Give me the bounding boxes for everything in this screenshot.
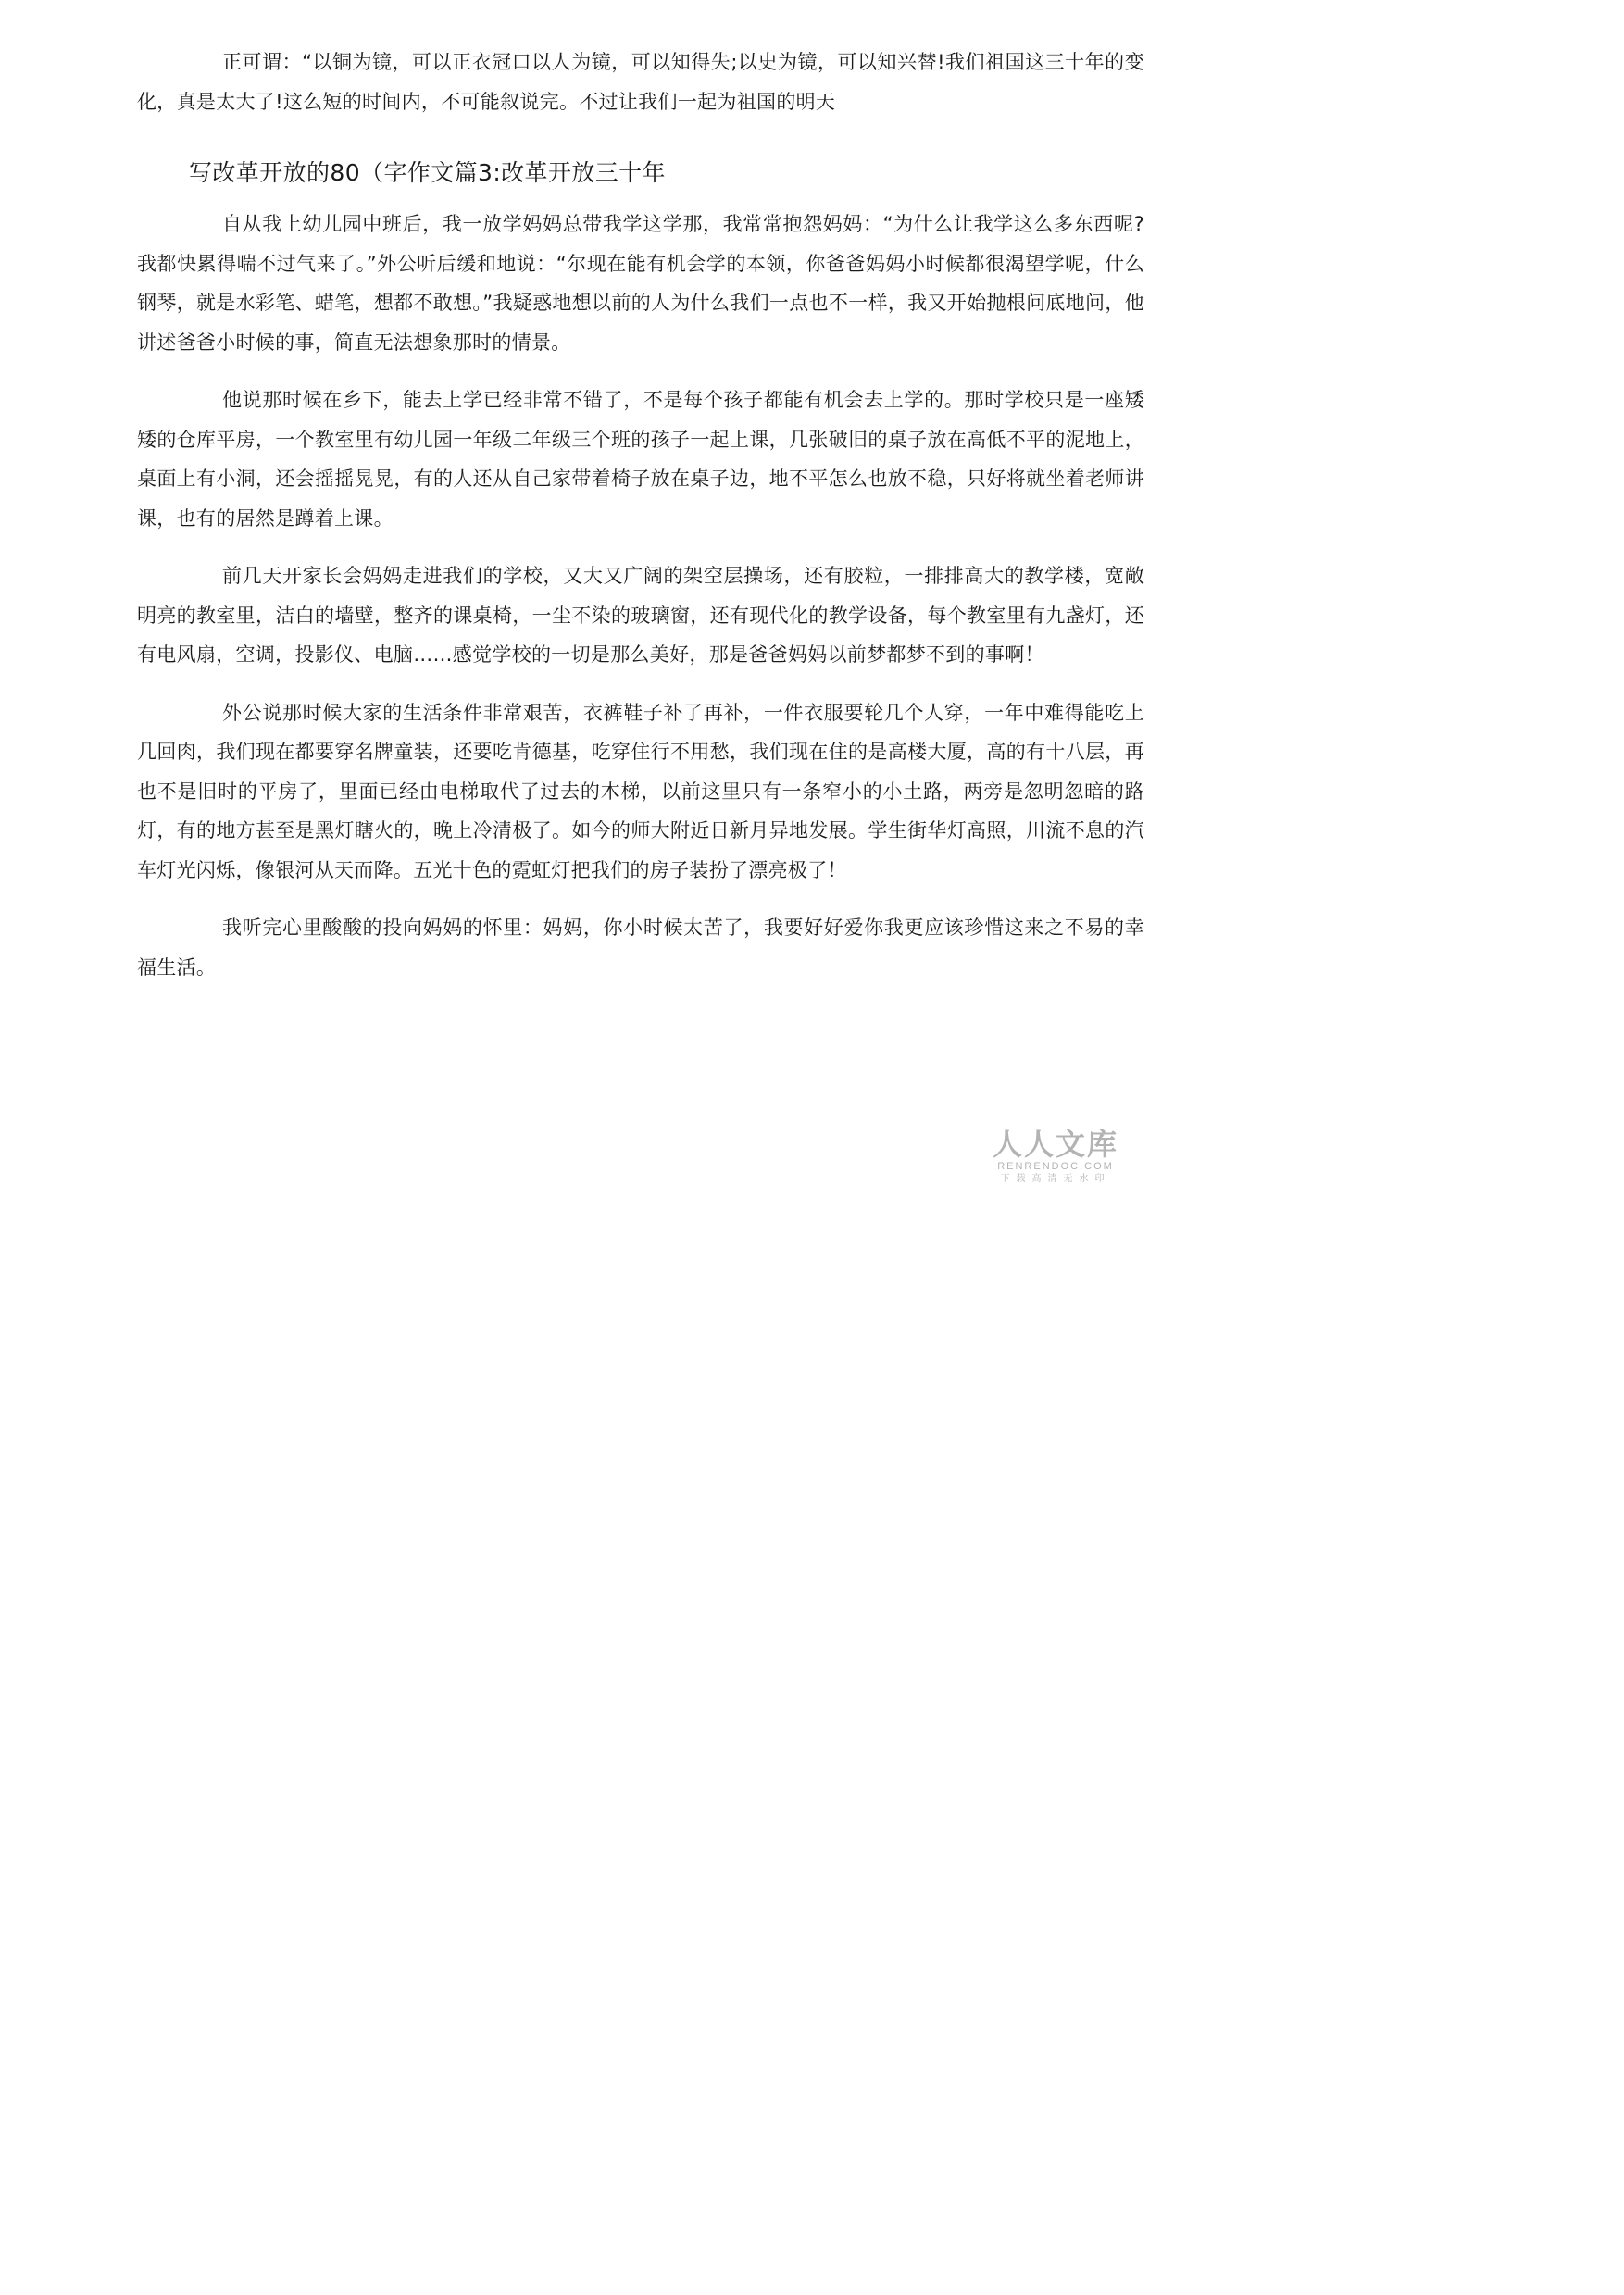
intro-paragraph: 正可谓：“以铜为镜，可以正衣冠口以人为镜，可以知得失;以史为镜，可以知兴替!我们祖国这三十年的变化，真是太大了!这么短的时间内，不可能叙说完。不过让我们一起为祖国的明天 — [137, 51, 1144, 113]
watermark-domain: RENRENDOC.COM — [997, 1161, 1114, 1172]
watermark-logo — [991, 1128, 1120, 1185]
document-body — [137, 43, 1144, 1005]
body-paragraph-5: 我听完心里酸酸的投向妈妈的怀里：妈妈，你小时候太苦了，我要好好爱你我更应该珍惜这来之不易的幸福生活。 — [137, 917, 1144, 979]
body-paragraph-4: 外公说那时候大家的生活条件非常艰苦，衣裤鞋子补了再补，一件衣服要轮几个人穿，一年中难得能吃上几回肉，我们现在都要穿名牌童装，还要吃肯德基，吃穿住行不用愁，我们现在住的是高楼大厦，高的有十八层，再也不是旧时的平房了，里面已经由电梯取代了过去的木梯，以前这里只有一条窄小的小土路，两旁是忽明忽暗的路灯，有的地方甚至是黑灯瞎火的，晚上冷清极了。如今的师大附近日新月异地发展。学生街华灯高照，川流不息的汽车灯光闪烁，像银河从天而降。五光十色的霓虹灯把我们的房子装扮了漂亮极了！ — [137, 701, 1144, 881]
watermark-name: 人人文库 — [992, 1127, 1118, 1162]
body-paragraph-3: 前几天开家长会妈妈走进我们的学校，又大又广阔的架空层操场，还有胶粒，一排排高大的教学楼，宽敞明亮的教室里，洁白的墙壁，整齐的课桌椅，一尘不染的玻璃窗，还有现代化的教学设备，每个教室里有九盏灯，还有电风扇，空调，投影仪、电脑……感觉学校的一切是那么美好，那是爸爸妈妈以前梦都梦不到的事啊！ — [137, 565, 1144, 666]
body-paragraph-2: 他说那时候在乡下，能去上学已经非常不错了，不是每个孩子都能有机会去上学的。那时学校只是一座矮矮的仓库平房，一个教室里有幼儿园一年级二年级三个班的孩子一起上课，几张破旧的桌子放在高低不平的泥地上，桌面上有小洞，还会摇摇晃晃，有的人还从自己家带着椅子放在桌子边，地不平怎么也放不稳，只好将就坐着老师讲课，也有的居然是蹲着上课。 — [137, 389, 1144, 530]
watermark-tagline: 下载高清无水印 — [1000, 1174, 1111, 1184]
body-paragraph-1: 自从我上幼儿园中班后，我一放学妈妈总带我学这学那，我常常抱怨妈妈：“为什么让我学这么多东西呢?我都快累得喘不过气来了。”外公听后缓和地说：“尔现在能有机会学的本领，你爸爸妈妈小时候都很渴望学呢，什么钢琴，就是水彩笔、蜡笔，想都不敢想。”我疑惑地想以前的人为什么我们一点也不一样，我又开始抛根问底地问，他讲述爸爸小时候的事，简直无法想象那时的情景。 — [137, 213, 1144, 354]
section-heading: 写改革开放的80（字作文篇3:改革开放三十年 — [189, 159, 666, 186]
